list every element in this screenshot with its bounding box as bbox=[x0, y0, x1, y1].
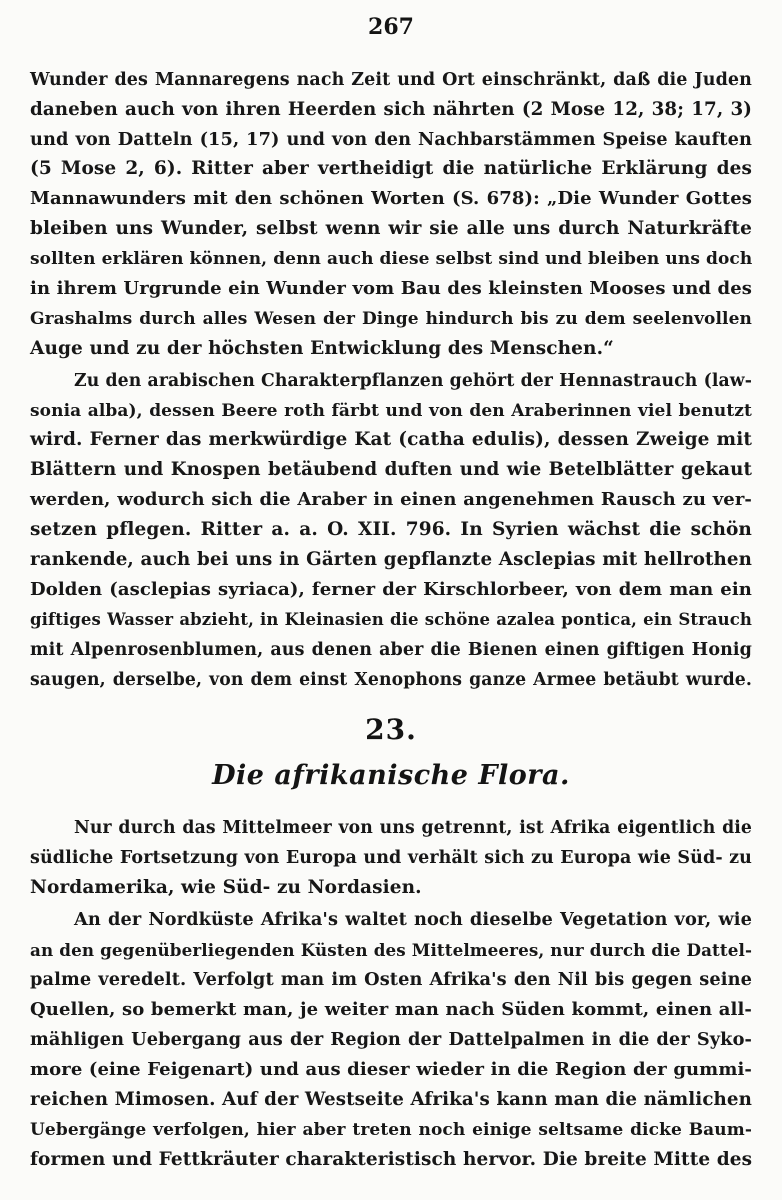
text-line: Quellen, so bemerkt man, je weiter man nach Süden kommt, einen all- bbox=[30, 999, 752, 1020]
text-line: in ihrem Urgrunde ein Wunder vom Bau des kleinsten Mooses und des bbox=[30, 278, 752, 299]
text-line: Zu den arabischen Charakterpflanzen gehört der Hennastrauch (law- bbox=[74, 371, 752, 391]
text-line: setzen pflegen. Ritter a. a. O. XII. 796. In Syrien wächst die schön bbox=[30, 519, 752, 540]
text-line: Blättern und Knospen betäubend duften und wie Betelblätter gekaut bbox=[30, 459, 752, 480]
text-line: Auge und zu der höchsten Entwicklung des Menschen.“ bbox=[30, 338, 614, 359]
text-line: mit Alpenrosenblumen, aus denen aber die Bienen einen giftigen Honig bbox=[30, 640, 752, 660]
text-line: An der Nordküste Afrika's waltet noch dieselbe Vegetation vor, wie bbox=[74, 909, 752, 930]
text-line: Dolden (asclepias syriaca), ferner der Kirschlorbeer, von dem man ein bbox=[30, 579, 752, 600]
text-line: Nordamerika, wie Süd- zu Nordasien. bbox=[30, 877, 422, 898]
text-line: formen und Fettkräuter charakteristisch hervor. Die breite Mitte des bbox=[30, 1149, 753, 1170]
text-line: giftiges Wasser abzieht, in Kleinasien die schöne azalea pontica, ein Strauch bbox=[30, 610, 752, 629]
text-line: palme veredelt. Verfolgt man im Osten Afrika's den Nil bis gegen seine bbox=[30, 969, 752, 990]
text-line: sollten erklären können, denn auch diese selbst sind und bleiben uns doch bbox=[30, 249, 753, 269]
text-line: saugen, derselbe, von dem einst Xenophons ganze Armee betäubt wurde. bbox=[30, 670, 752, 690]
text-line: mähligen Uebergang aus der Region der Dattelpalmen in die der Syko- bbox=[30, 1029, 752, 1050]
text-line: Grashalms durch alles Wesen der Dinge hindurch bis zu dem seelenvollen bbox=[30, 309, 752, 329]
text-line: (5 Mose 2, 6). Ritter aber vertheidigt die natürliche Erklärung des bbox=[30, 158, 752, 179]
text-line: more (eine Feigenart) und aus dieser wieder in die Region der gummi- bbox=[30, 1059, 752, 1080]
text-line: sonia alba), dessen Beere roth färbt und von den Araberinnen viel benutzt bbox=[30, 401, 752, 421]
text-line: werden, wodurch sich die Araber in einen angenehmen Rausch zu ver- bbox=[30, 489, 752, 510]
text-line: daneben auch von ihren Heerden sich nährten (2 Mose 12, 38; 17, 3) bbox=[30, 99, 752, 120]
text-line: wird. Ferner das merkwürdige Kat (catha edulis), dessen Zweige mit bbox=[30, 429, 752, 450]
text-line: Nur durch das Mittelmeer von uns getrennt, ist Afrika eigentlich die bbox=[74, 818, 752, 838]
text-line: bleiben uns Wunder, selbst wenn wir sie alle uns durch Naturkräfte bbox=[30, 218, 752, 239]
text-line: südliche Fortsetzung von Europa und verhält sich zu Europa wie Süd- zu bbox=[30, 848, 752, 868]
section-title: Die afrikanische Flora. bbox=[212, 760, 570, 791]
text-line: rankende, auch bei uns in Gärten gepflanzte Asclepias mit hellrothen bbox=[30, 549, 752, 570]
text-line: reichen Mimosen. Auf der Westseite Afrika's kann man die nämlichen bbox=[30, 1089, 752, 1110]
text-line: an den gegenüberliegenden Küsten des Mittelmeeres, nur durch die Dattel- bbox=[30, 940, 752, 960]
text-line: und von Datteln (15, 17) und von den Nachbarstämmen Speise kauften bbox=[30, 129, 752, 150]
text-line: Mannawunders mit den schönen Worten (S. 678): „Die Wunder Gottes bbox=[30, 188, 752, 209]
page-number: 267 bbox=[368, 14, 414, 40]
section-number: 23. bbox=[365, 713, 417, 746]
text-line: Uebergänge verfolgen, hier aber treten noch einige seltsame dicke Baum- bbox=[30, 1120, 752, 1140]
text-line: Wunder des Mannaregens nach Zeit und Ort einschränkt, daß die Juden bbox=[30, 70, 752, 90]
